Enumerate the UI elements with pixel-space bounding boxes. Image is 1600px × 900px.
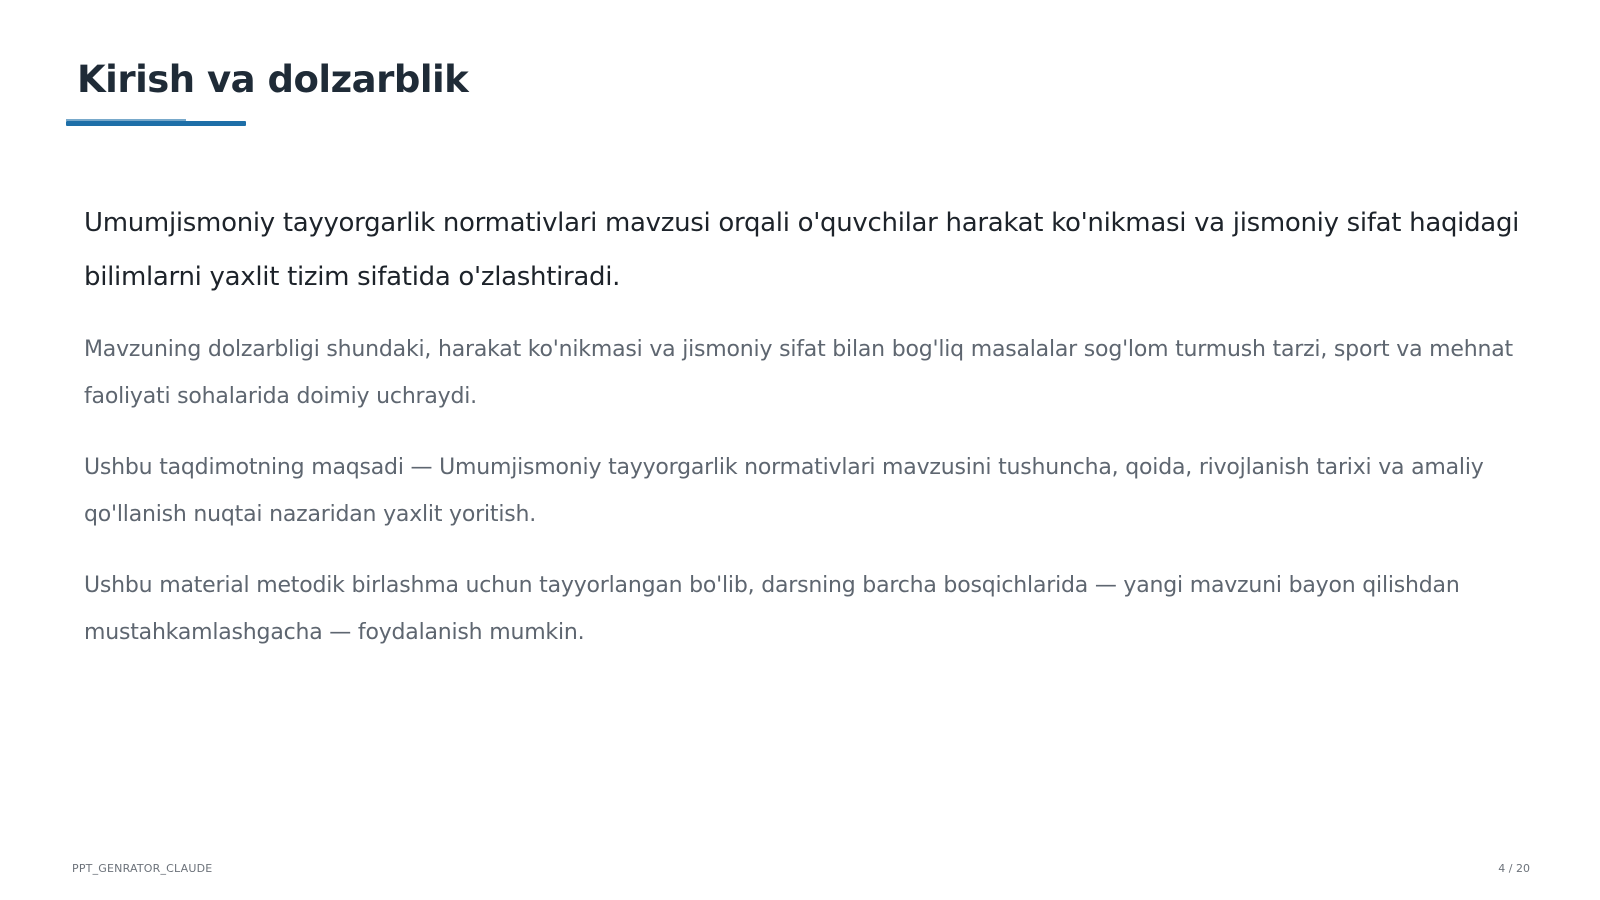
- body-paragraph-relevance: Mavzuning dolzarbligi shundaki, harakat ko'nikmasi va jismoniy sifat bilan bog'liq masalalar sog'lom turmush tarzi, sport va mehnat faoliyati sohalarida doimiy uchraydi.: [84, 337, 1513, 409]
- lead-paragraph: Umumjismoniy tayyorgarlik normativlari mavzusi orqali o'quvchilar harakat ko'nikmasi va jismoniy sifat haqidagi bilimlarni yaxlit tizim sifatida o'zlashtiradi.: [84, 208, 1520, 292]
- slide-content: [84, 196, 1524, 680]
- slide-title: Kirish va dolzarblik: [77, 58, 469, 101]
- footer-source: PPT_GENRATOR_CLAUDE: [72, 862, 213, 875]
- page-number: 4 / 20: [1498, 862, 1530, 875]
- body-paragraph-goal: Ushbu taqdimotning maqsadi — Umumjismoniy tayyorgarlik normativlari mavzusini tushuncha, qoida, rivojlanish tarixi va amaliy qo'llanish nuqtai nazaridan yaxlit yoritish.: [84, 455, 1484, 527]
- title-underline: [66, 121, 246, 126]
- body-paragraph-usage: Ushbu material metodik birlashma uchun tayyorlangan bo'lib, darsning barcha bosqichlarida — yangi mavzuni bayon qilishdan mustahkamlashgacha — foydalanish mumkin.: [84, 573, 1460, 645]
